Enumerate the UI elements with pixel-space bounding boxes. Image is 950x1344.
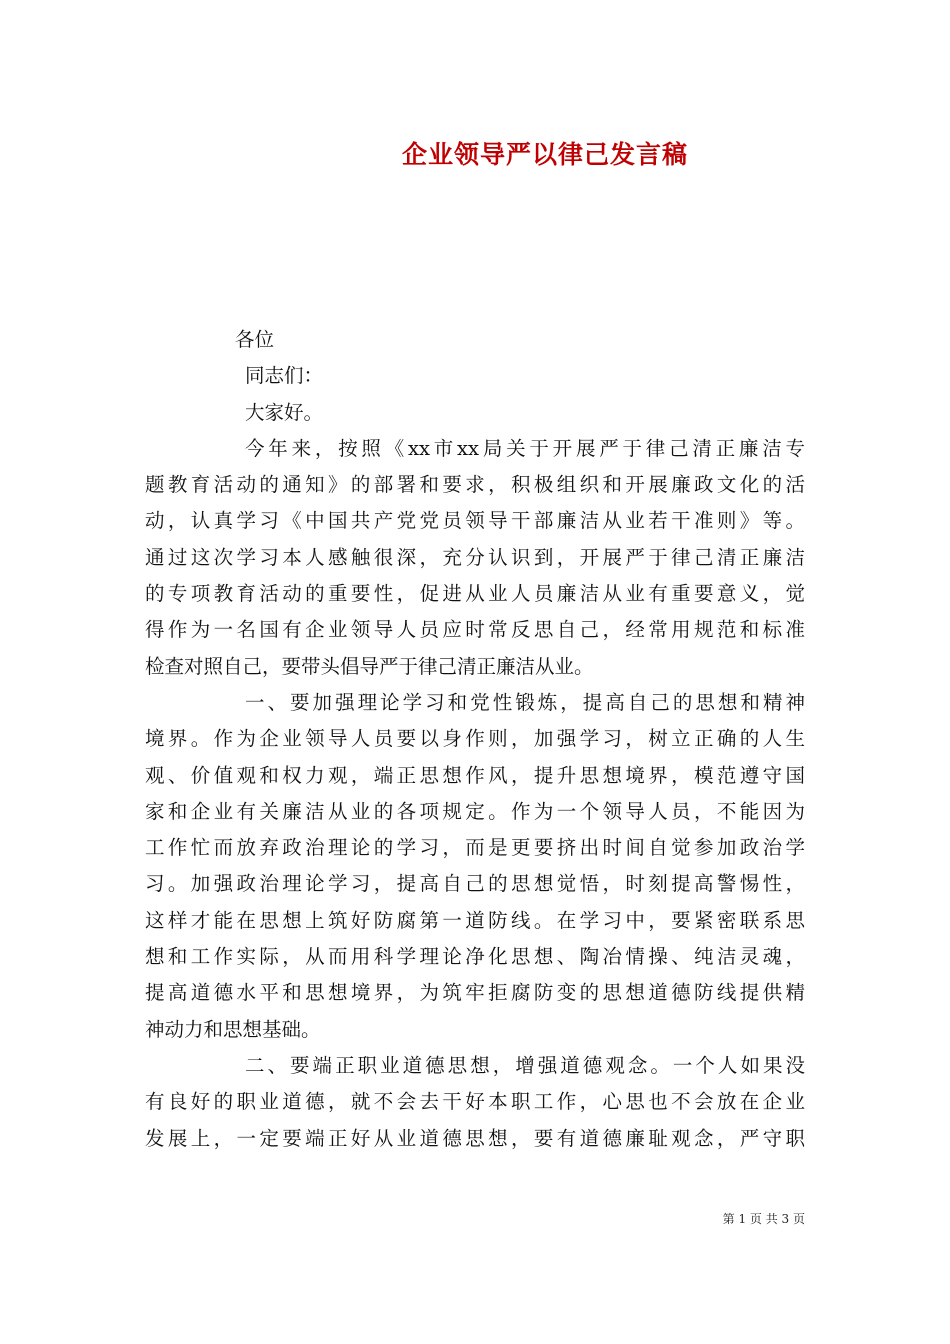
paragraph-2-line: 工作忙而放弃政治理论的学习，而是更要挤出时间自觉参加政治学 [145, 836, 805, 860]
paragraph-3-line: 有良好的职业道德，就不会去干好本职工作，心思也不会放在企业 [145, 1090, 805, 1114]
greeting-line-2: 同志们： [245, 364, 324, 388]
paragraph-2 [145, 685, 805, 1048]
greeting-line-1: 各位 [235, 328, 275, 351]
paragraph-3-line: 发展上，一定要端正好从业道德思想，要有道德廉耻观念，严守职 [145, 1126, 805, 1150]
paragraph-2-line: 家和企业有关廉洁从业的各项规定。作为一个领导人员，不能因为 [145, 799, 805, 823]
paragraph-1-line: 的专项教育活动的重要性，促进从业人员廉洁从业有重要意义，觉 [145, 582, 805, 606]
paragraph-2-line: 神动力和思想基础。 [145, 1017, 321, 1041]
paragraph-1-line: 题教育活动的通知》的部署和要求，积极组织和开展廉政文化的活 [145, 473, 805, 497]
paragraph-1-line: 动，认真学习《中国共产党党员领导干部廉洁从业若干准则》等。 [145, 509, 805, 533]
paragraph-3 [145, 1048, 805, 1157]
document-title: 企业领导严以律己发言稿 [401, 140, 688, 169]
paragraph-3-line: 二、要端正职业道德思想，增强道德观念。一个人如果没 [245, 1053, 805, 1077]
greeting-line-3: 大家好。 [245, 400, 324, 424]
paragraph-2-line: 习。加强政治理论学习，提高自己的思想觉悟，时刻提高警惕性， [145, 872, 805, 896]
paragraph-2-line: 这样才能在思想上筑好防腐第一道防线。在学习中，要紧密联系思 [145, 908, 805, 932]
paragraph-1-line: 得作为一名国有企业领导人员应时常反思自己，经常用规范和标准 [145, 618, 805, 642]
paragraph-2-line: 观、价值观和权力观，端正思想作风，提升思想境界，模范遵守国 [145, 763, 805, 787]
document-body [145, 322, 805, 1157]
page-number-footer: 第 1 页 共 3 页 [722, 1212, 805, 1226]
paragraph-2-line: 境界。作为企业领导人员要以身作则，加强学习，树立正确的人生 [145, 727, 805, 751]
paragraph-1-line: 通过这次学习本人感触很深，充分认识到，开展严于律己清正廉洁 [145, 545, 805, 569]
paragraph-2-line: 一、要加强理论学习和党性锻炼，提高自己的思想和精神 [245, 690, 805, 714]
paragraph-1-line: 今年来，按照《xx市xx局关于开展严于律己清正廉洁专 [245, 436, 805, 460]
paragraph-2-line: 想和工作实际，从而用科学理论净化思想、陶冶情操、纯洁灵魂， [145, 945, 805, 969]
paragraph-1-line: 检查对照自己，要带头倡导严于律己清正廉洁从业。 [145, 654, 594, 678]
paragraph-2-line: 提高道德水平和思想境界，为筑牢拒腐防变的思想道德防线提供精 [145, 981, 805, 1005]
paragraph-1 [145, 431, 805, 685]
